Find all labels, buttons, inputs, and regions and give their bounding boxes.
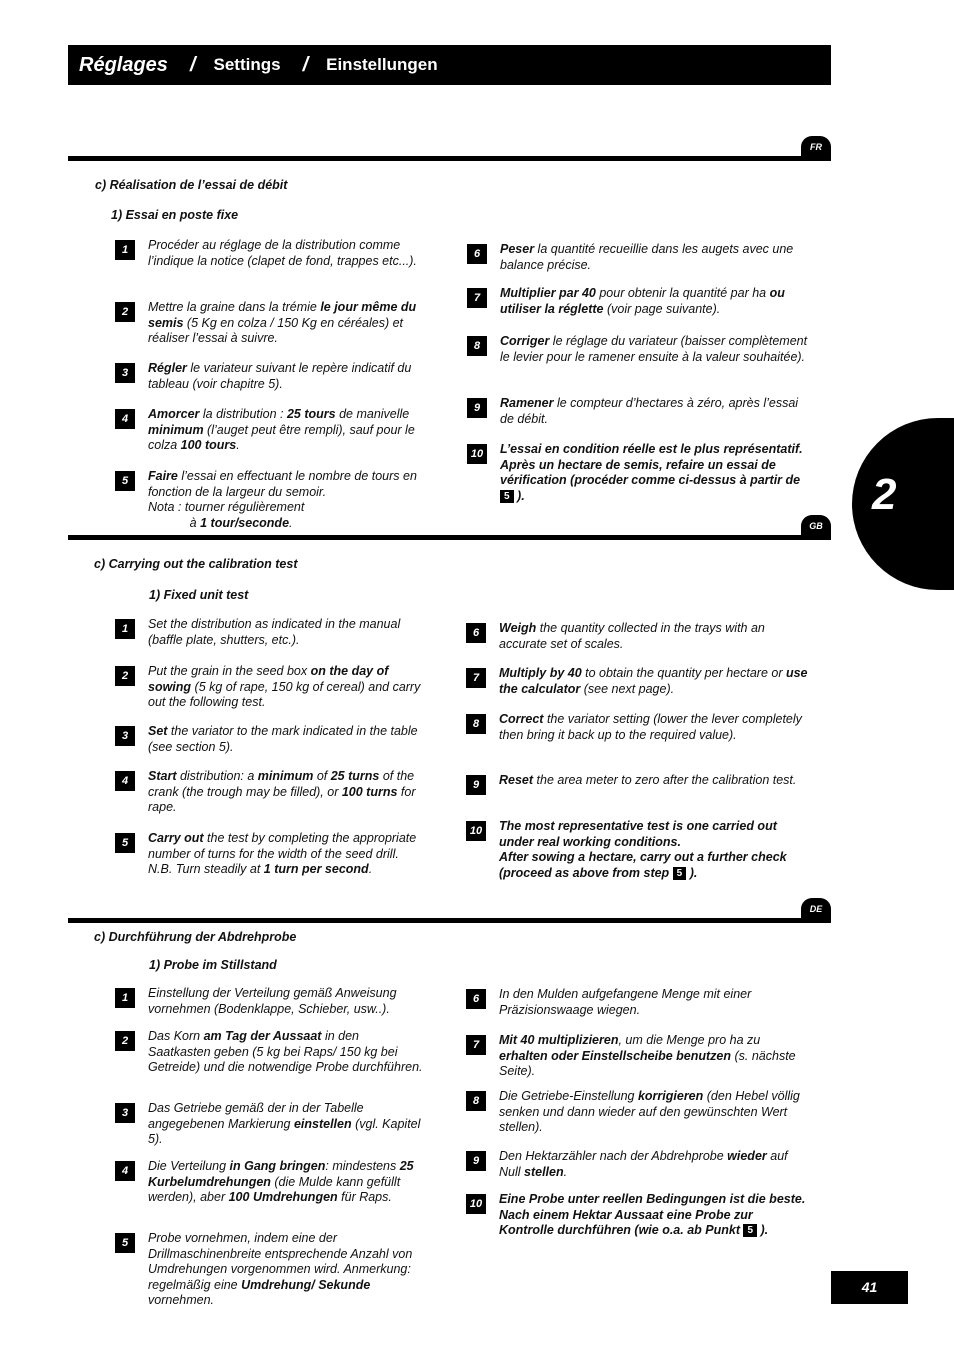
step-number-badge: 5 <box>115 833 135 853</box>
step-text: Die Getriebe-Einstellung korrigieren (den Hebel völlig senken und dann wieder auf den gewünschten Wert stellen). <box>499 1089 800 1134</box>
step-number-badge: 10 <box>466 1194 486 1214</box>
step-text: Start distribution: a minimum of 25 turns of the crank (the trough may be filled), or 100 turns for rape. <box>148 769 416 814</box>
title-de: Einstellungen <box>326 55 438 74</box>
subtitle-gb: 1) Fixed unit test <box>149 588 249 602</box>
step-number-badge: 6 <box>466 623 486 643</box>
step-number-badge: 6 <box>467 244 487 264</box>
step-text: Die Verteilung in Gang bringen: mindestens 25 Kurbelumdrehungen (die Mulde kann gefüllt werden), aber 100 Umdrehungen für Raps. <box>148 1159 414 1204</box>
step-text: Das Getriebe gemäß der in der Tabelle angegebenen Markierung einstellen (vgl. Kapitel 5). <box>148 1101 421 1146</box>
step-number-badge: 5 <box>115 471 135 491</box>
step-text: Put the grain in the seed box on the day of sowing (5 kg of rape, 150 kg of cereal) and carry out the following test. <box>148 664 421 709</box>
step-number-badge: 2 <box>115 666 135 686</box>
step-number-badge: 3 <box>115 363 135 383</box>
step-text: Régler le variateur suivant le repère indicatif du tableau (voir chapitre 5). <box>148 361 412 391</box>
step-number-badge: 6 <box>466 989 486 1009</box>
step-number-badge: 2 <box>115 1031 135 1051</box>
title-en: Settings <box>213 55 281 74</box>
step-number-badge: 1 <box>115 240 135 260</box>
step-number-badge: 1 <box>115 988 135 1008</box>
step-number-badge: 4 <box>115 771 135 791</box>
lang-tab-gb: GB <box>801 515 831 537</box>
step-number-badge: 1 <box>115 619 135 639</box>
step-text: Eine Probe unter reellen Bedingungen ist die beste. Nach einem Hektar Aussaat eine Probe zur Kontrolle durchführen (wie o.a. ab Punkt 5 ). <box>499 1192 806 1237</box>
section-divider-de <box>68 918 831 923</box>
step-text: Procéder au réglage de la distribution comme l’indique la notice (clapet de fond, trappes etc...). <box>148 238 417 268</box>
step-number-badge: 3 <box>115 726 135 746</box>
header-bar <box>68 45 831 85</box>
step-number-badge: 4 <box>115 1161 135 1181</box>
section-title-de: c) Durchführung der Abdrehprobe <box>94 930 297 944</box>
section-divider-gb <box>68 535 831 540</box>
step-number-badge: 4 <box>115 409 135 429</box>
title-separator-2: / <box>302 53 309 76</box>
step-text: Probe vornehmen, indem eine der Drillmaschinenbreite entsprechende Anzahl von Umdrehungen vorgenommen wird. Anmerkung: regelmäßig eine Umdrehung/ Sekunde vornehmen. <box>148 1231 413 1307</box>
step-text: Correct the variator setting (lower the lever completely then bring it back up to the required value). <box>499 712 802 742</box>
chapter-tab <box>852 418 954 590</box>
step-text: Corriger le réglage du variateur (baisser complètement le levier pour le ramener ensuite à la valeur souhaitée). <box>500 334 808 364</box>
step-number-badge: 7 <box>466 668 486 688</box>
step-text: The most representative test is one carried out under real working conditions. After sowing a hectare, carry out a further check (proceed as above from step 5 ). <box>499 819 787 880</box>
section-title-fr: c) Réalisation de l’essai de débit <box>95 178 288 192</box>
step-number-badge: 8 <box>466 714 486 734</box>
step-number-badge: 7 <box>466 1035 486 1055</box>
step-number-badge: 10 <box>467 444 487 464</box>
subtitle-fr: 1) Essai en poste fixe <box>111 208 239 222</box>
title-fr: Réglages <box>79 53 168 76</box>
step-text: Faire l’essai en effectuant le nombre de tours en fonction de la largeur du semoir. Nota : tourner régulièrement à 1 tour/seconde. <box>148 469 417 530</box>
step-number-badge: 9 <box>466 775 486 795</box>
step-text: Multiply by 40 to obtain the quantity per hectare or use the calculator (see next page). <box>499 666 808 696</box>
title-separator: / <box>189 53 196 76</box>
step-text: Reset the area meter to zero after the calibration test. <box>499 773 797 787</box>
lang-tab-fr: FR <box>801 136 831 158</box>
section-divider-fr <box>68 156 831 161</box>
step-text: Mit 40 multiplizieren, um die Menge pro ha zu erhalten oder Einstellscheibe benutzen (s. nächste Seite). <box>499 1033 796 1078</box>
lang-tab-de: DE <box>801 898 831 920</box>
step-text: Ramener le compteur d’hectares à zéro, après l’essai de débit. <box>500 396 799 426</box>
step-number-badge: 7 <box>467 288 487 308</box>
step-text: Amorcer la distribution : 25 tours de manivelle minimum (l’auget peut être rempli), sauf pour le colza 100 tours. <box>148 407 415 452</box>
step-text: Peser la quantité recueillie dans les augets avec une balance précise. <box>500 242 794 272</box>
step-number-badge: 9 <box>466 1151 486 1171</box>
step-text: Set the distribution as indicated in the manual (baffle plate, shutters, etc.). <box>148 617 401 647</box>
step-text: L’essai en condition réelle est le plus représentatif. Après un hectare de semis, refaire un essai de vérification (procéder comme ci-dessus à partir de 5 ). <box>500 442 803 503</box>
step-text: Weigh the quantity collected in the trays with an accurate set of scales. <box>499 621 765 651</box>
chapter-number: 2 <box>872 470 897 519</box>
subtitle-de: 1) Probe im Stillstand <box>149 958 277 972</box>
step-text: In den Mulden aufgefangene Menge mit einer Präzisionswaage wiegen. <box>499 987 752 1017</box>
step-number-badge: 8 <box>467 336 487 356</box>
step-text: Multiplier par 40 pour obtenir la quantité par ha ou utiliser la réglette (voir page suivante). <box>500 286 785 316</box>
step-number-badge: 3 <box>115 1103 135 1123</box>
step-text: Den Hektarzähler nach der Abdrehprobe wieder auf Null stellen. <box>499 1149 788 1179</box>
step-text: Einstellung der Verteilung gemäß Anweisung vornehmen (Bodenklappe, Schieber, usw..). <box>148 986 397 1016</box>
step-text: Set the variator to the mark indicated in the table (see section 5). <box>148 724 418 754</box>
step-number-badge: 2 <box>115 302 135 322</box>
step-text: Das Korn am Tag der Aussaat in den Saatkasten geben (5 kg bei Raps/ 150 kg bei Getreide) und die notwendige Probe durchführen. <box>148 1029 423 1074</box>
section-title-gb: c) Carrying out the calibration test <box>94 557 298 571</box>
step-text: Mettre la graine dans la trémie le jour même du semis (5 Kg en colza / 150 Kg en céréales) et réaliser l’essai à suivre. <box>148 300 417 345</box>
step-text: Carry out the test by completing the appropriate number of turns for the width of the seed drill. N.B. Turn steadily at 1 turn per second. <box>148 831 417 876</box>
step-number-badge: 8 <box>466 1091 486 1111</box>
step-number-badge: 5 <box>115 1233 135 1253</box>
page-number: 41 <box>831 1271 908 1304</box>
step-number-badge: 10 <box>466 821 486 841</box>
step-number-badge: 9 <box>467 398 487 418</box>
